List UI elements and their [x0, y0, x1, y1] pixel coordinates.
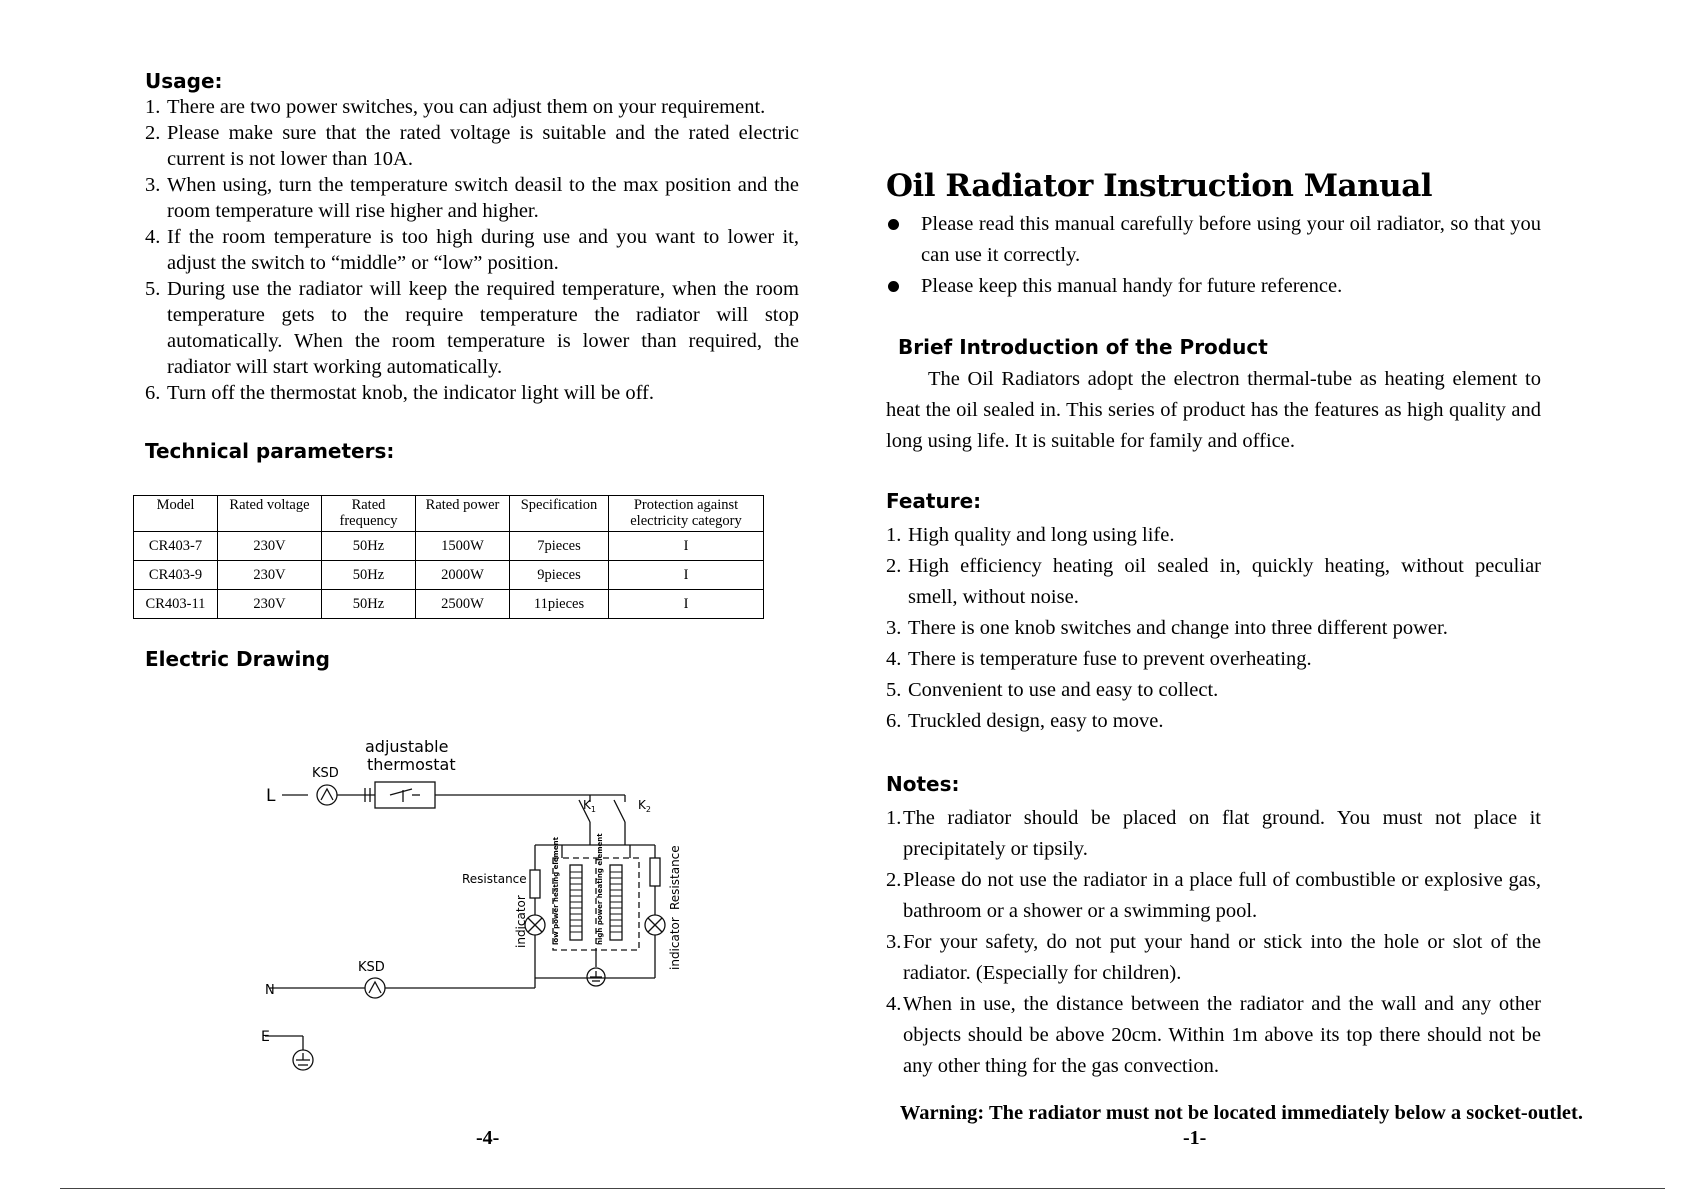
notes-heading: Notes:	[886, 772, 960, 796]
label-k2: $K_2$	[638, 798, 651, 814]
table-cell: 1500W	[416, 532, 510, 561]
table-cell: 50Hz	[322, 590, 416, 619]
column-header: Protection against electricity category	[609, 496, 764, 532]
list-item: 2. Please do not use the radiator in a place full of combustible or explosive gas, bathroom or a shower or a swimming pool.	[886, 869, 1541, 922]
table-cell: 50Hz	[322, 561, 416, 590]
label-ksd-top: KSD	[312, 766, 339, 781]
list-item: 4. If the room temperature is too high during use and you want to lower it, adjust the switch to “middle” or “low” position.	[145, 226, 799, 274]
usage-heading: Usage:	[145, 69, 223, 93]
table-cell: CR403-7	[134, 532, 218, 561]
list-item: 4. When in use, the distance between the radiator and the wall and any other objects should be above 20cm. Within 1m above its top there should not be any other thing for the gas convection.	[886, 993, 1541, 1077]
label-resistance-left: Resistance	[462, 872, 527, 886]
table-cell: I	[609, 532, 764, 561]
list-item: 3. For your safety, do not put your hand or stick into the hole or slot of the radiator. (Especially for children).	[886, 931, 1541, 984]
label-resistance-right: Resistance	[668, 845, 682, 910]
list-item: 2. High efficiency heating oil sealed in, quickly heating, without peculiar smell, without noise.	[886, 555, 1541, 608]
usage-list	[145, 94, 799, 406]
column-header: Rated voltage	[218, 496, 322, 532]
intro-paragraph: The Oil Radiators adopt the electron thermal-tube as heating element to heat the oil sealed in. This series of product has the features as high quality and long using life. It is suitable for family and office.	[886, 368, 1541, 452]
list-item: 2. Please make sure that the rated voltage is suitable and the rated electric current is not lower than 10A.	[145, 122, 799, 170]
table-cell: 50Hz	[322, 532, 416, 561]
bullet-icon	[888, 219, 899, 230]
label-k1: $K_1$	[583, 798, 596, 814]
list-item: 5. During use the radiator will keep the required temperature, when the room temperature gets to the require temperature the radiator will stop automatically. When the room temperature is lower than required, the radiator will start working automatically.	[145, 278, 799, 378]
bullet-icon	[888, 281, 899, 292]
label-adjustable: adjustable	[365, 737, 449, 756]
list-item: 1. High quality and long using life.	[886, 524, 1175, 546]
column-header: Model	[134, 496, 218, 532]
list-item: 6. Truckled design, easy to move.	[886, 710, 1164, 732]
list-item: 3. There is one knob switches and change into three different power.	[886, 617, 1448, 639]
table-cell: 11pieces	[510, 590, 609, 619]
list-item: 4. There is temperature fuse to prevent overheating.	[886, 648, 1312, 670]
parameters-table	[133, 495, 764, 619]
table-row	[134, 590, 764, 619]
column-header: Rated power	[416, 496, 510, 532]
label-low-element: low power heating element	[552, 837, 560, 945]
table-cell: 2500W	[416, 590, 510, 619]
table-cell: 7pieces	[510, 532, 609, 561]
list-item: 3. When using, turn the temperature switch deasil to the max position and the room temperature will rise higher and higher.	[145, 174, 799, 222]
list-item: Please read this manual carefully before using your oil radiator, so that you can use it correctly.	[886, 209, 1541, 271]
table-cell: I	[609, 590, 764, 619]
column-header: Rated frequency	[322, 496, 416, 532]
left-page	[0, 0, 842, 1192]
page-bottom-rule	[60, 1188, 1665, 1189]
table-row	[134, 561, 764, 590]
table-cell: 9pieces	[510, 561, 609, 590]
list-item: Please keep this manual handy for future reference.	[886, 271, 1541, 302]
label-indicator-left: indicator	[514, 895, 528, 948]
label-indicator-right: indicator	[668, 917, 682, 970]
technical-heading: Technical parameters:	[145, 439, 395, 463]
list-item: 5. Convenient to use and easy to collect.	[886, 679, 1219, 701]
table-cell: 230V	[218, 561, 322, 590]
label-ksd-bottom: KSD	[358, 960, 385, 975]
table-header-row	[134, 496, 764, 532]
feature-heading: Feature:	[886, 489, 982, 513]
right-page	[843, 0, 1685, 1192]
list-item: 1. There are two power switches, you can adjust them on your requirement.	[145, 96, 766, 118]
page-title: Oil Radiator Instruction Manual	[886, 168, 1433, 204]
page-number-right: -1-	[1183, 1127, 1207, 1149]
table-cell: CR403-11	[134, 590, 218, 619]
list-item: 1. The radiator should be placed on flat ground. You must not place it precipitately or tipsily.	[886, 807, 1541, 860]
label-high-element: high power heating element	[596, 833, 604, 945]
electric-drawing-heading: Electric Drawing	[145, 647, 330, 671]
table-cell: CR403-9	[134, 561, 218, 590]
page-number-left: -4-	[476, 1127, 500, 1149]
label-e: E	[261, 1029, 270, 1045]
table-cell: I	[609, 561, 764, 590]
feature-list	[886, 520, 1541, 737]
intro-heading: Brief Introduction of the Product	[898, 335, 1268, 359]
label-l: L	[266, 786, 276, 806]
column-header: Specification	[510, 496, 609, 532]
table-cell: 2000W	[416, 561, 510, 590]
intro-bullets	[886, 209, 1541, 302]
table-row	[134, 532, 764, 561]
label-thermostat: thermostat	[367, 755, 456, 774]
label-n: N	[265, 983, 275, 998]
notes-list	[886, 803, 1541, 1082]
warning-text: Warning: The radiator must not be located immediately below a socket-outlet.	[899, 1102, 1583, 1124]
electric-drawing	[240, 730, 710, 1085]
table-cell: 230V	[218, 532, 322, 561]
table-cell: 230V	[218, 590, 322, 619]
list-item: 6. Turn off the thermostat knob, the indicator light will be off.	[145, 382, 655, 404]
